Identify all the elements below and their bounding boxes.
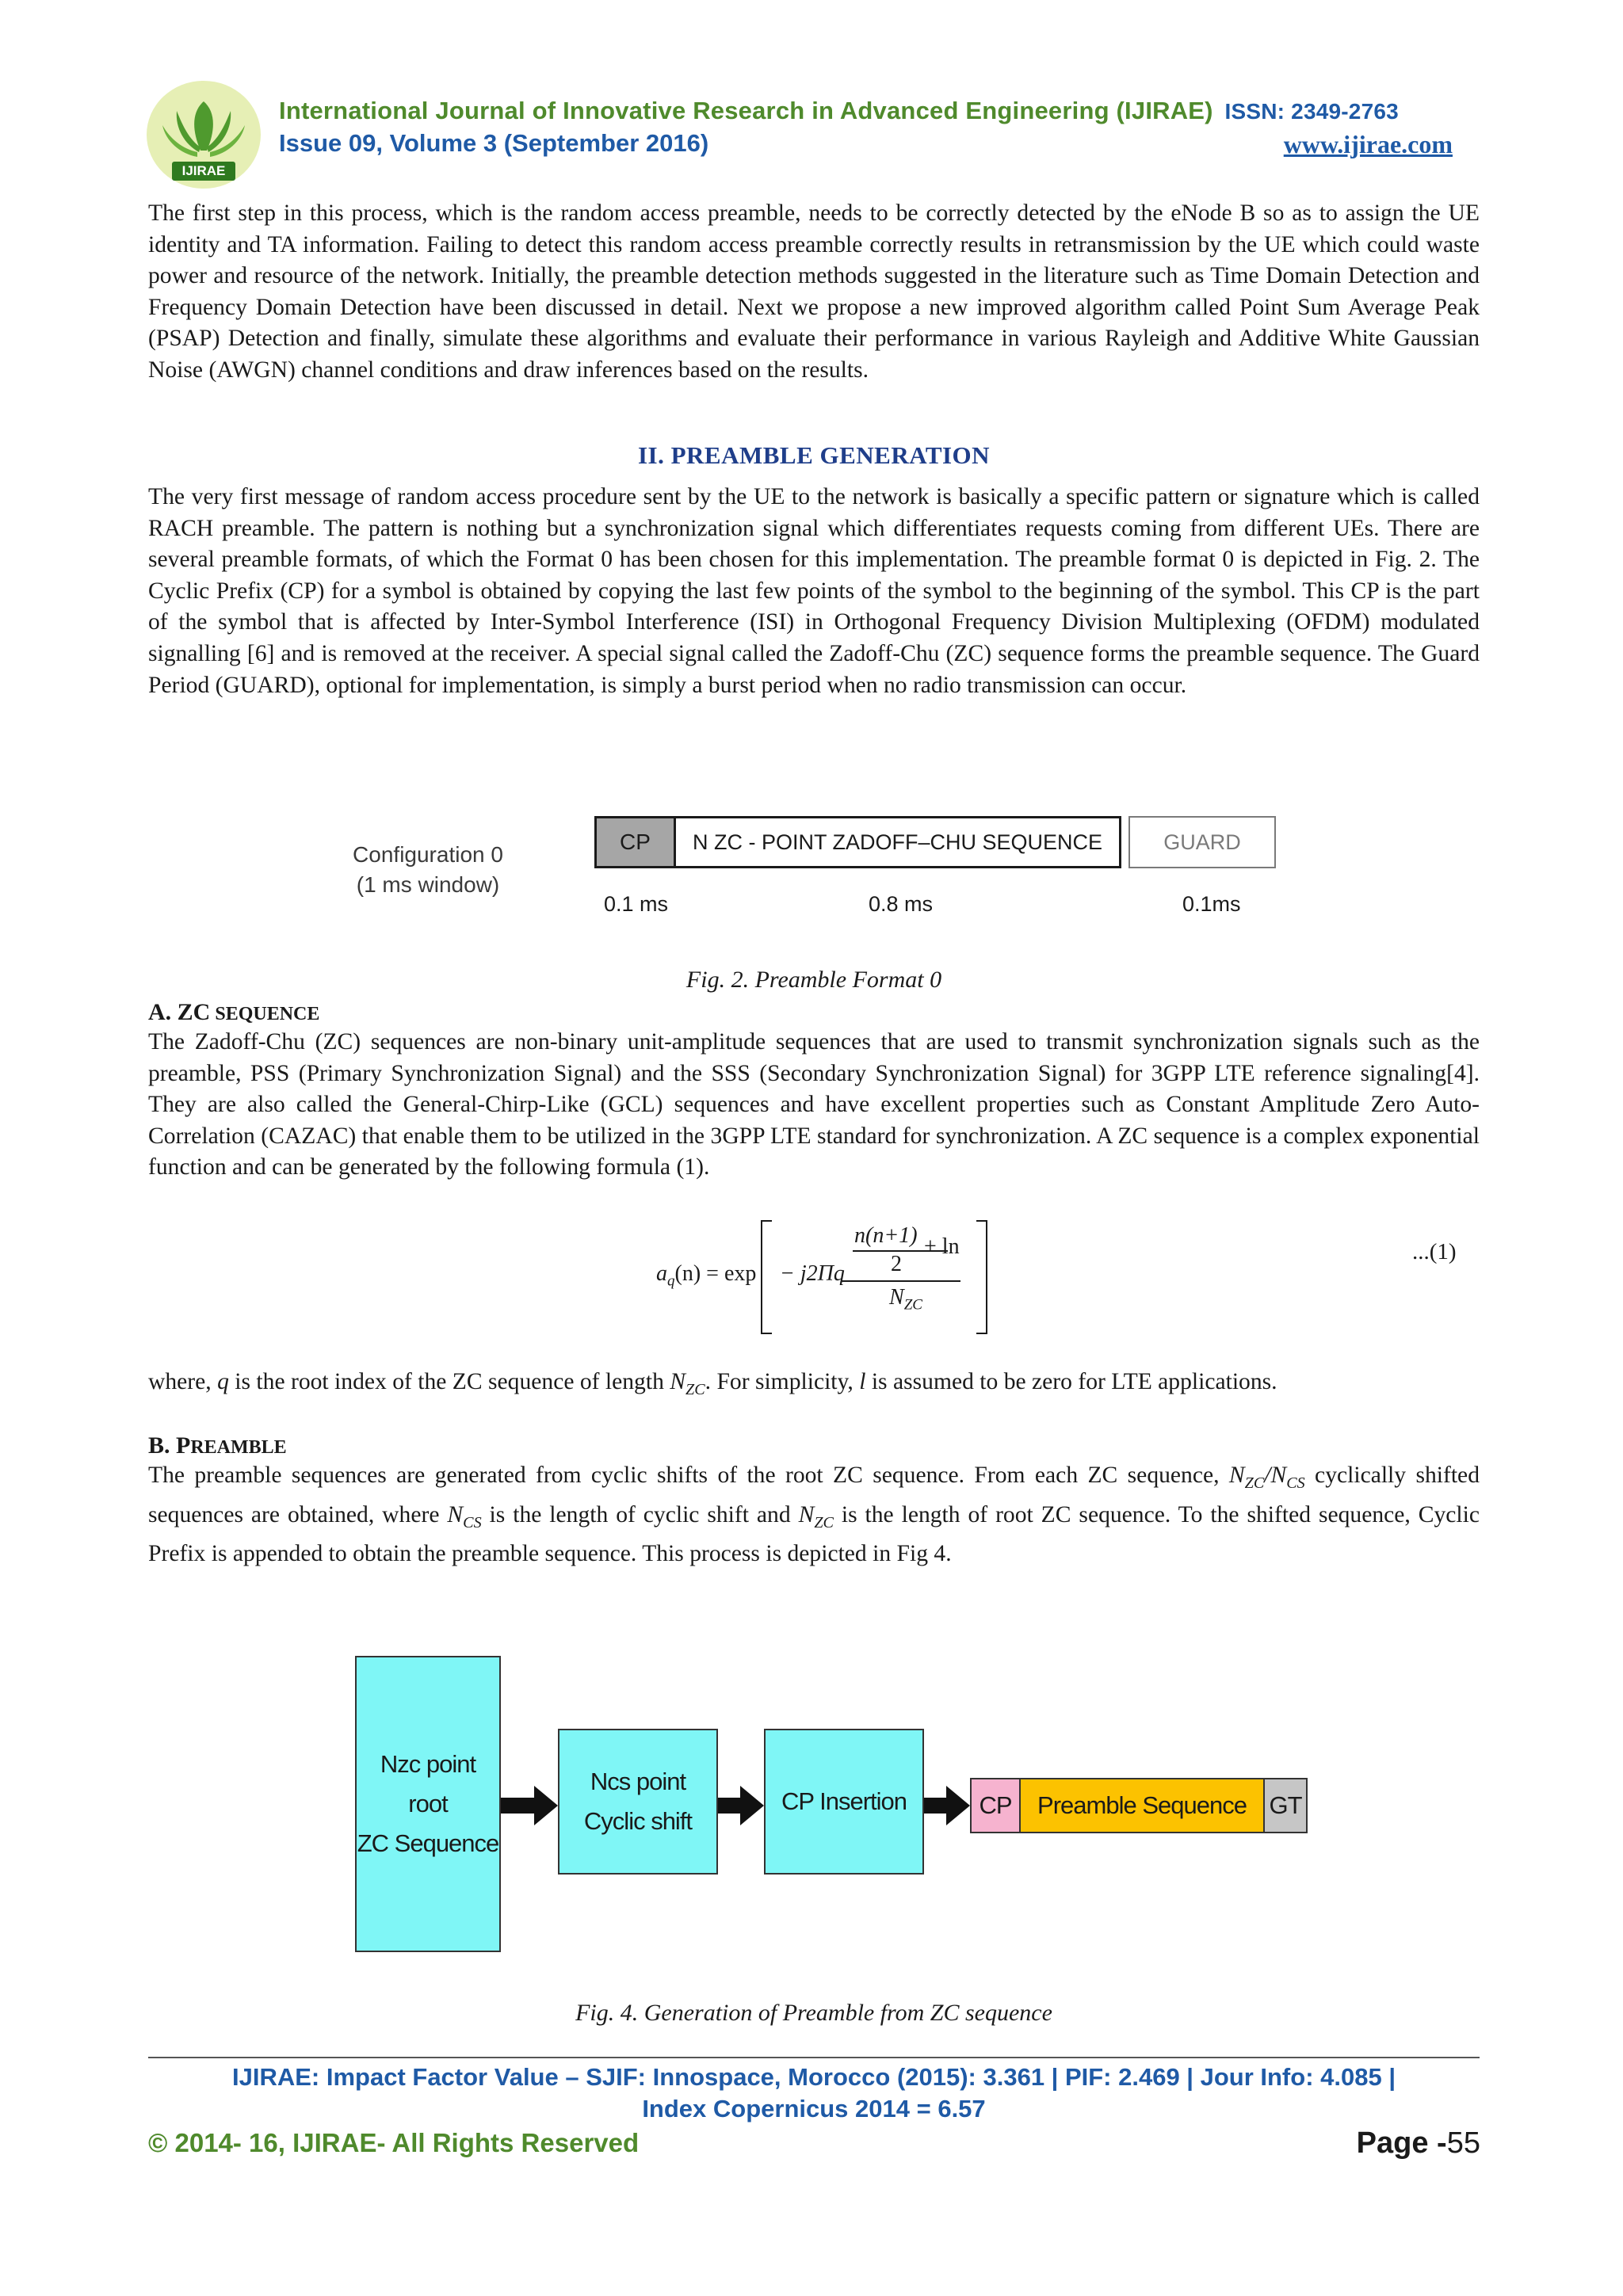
output-cp xyxy=(972,1779,1021,1832)
time-cp: 0.1 ms xyxy=(604,892,669,916)
equation-lhs xyxy=(656,1261,756,1291)
where-1: where, xyxy=(148,1369,218,1394)
subsection-b-heading xyxy=(148,1432,287,1459)
zc-sequence-box xyxy=(355,1656,501,1952)
box1-line3: ZC Sequence xyxy=(357,1829,499,1857)
equation-where-text xyxy=(148,1367,1480,1406)
eq-den-n: N xyxy=(889,1285,904,1310)
time-guard: 0.1ms xyxy=(1182,892,1241,916)
output-cp-label: CP xyxy=(979,1791,1012,1819)
box2-line1: Ncs point xyxy=(590,1768,686,1795)
eq-right-bracket xyxy=(976,1220,987,1334)
subsection-b-letter: B. P xyxy=(148,1432,191,1459)
where-3: . For simplicity, xyxy=(705,1369,860,1394)
journal-name: International Journal of Innovative Research in Advanced Engineering (IJIRAE) xyxy=(279,97,1213,124)
eq-denominator xyxy=(889,1285,922,1314)
guard-label: GUARD xyxy=(1163,830,1241,854)
footer-rule xyxy=(148,2057,1480,2058)
b-ncs: N xyxy=(447,1501,464,1527)
subsection-a-paragraph: The Zadoff-Chu (ZC) sequences are non-binary unit-amplitude sequences that are used to transmit synchronization signals such as the preamble, PSS (Primary Synchronization Signal) and the SSS (Secondary Synchronization Signal) for 3GPP LTE reference signaling[4]. They are also called the General-Chirp-Like (GCL) sequences and have excellent properties such as Constant Amplitude Zero Auto-Correlation (CAZAC) that enable them to be utilized in the 3GPP LTE standard for synchronization. A ZC sequence is a complex exponential function and can be generated by the following formula (1). xyxy=(148,1029,1480,1180)
where-q: q xyxy=(217,1369,229,1394)
subsection-b-title: REAMBLE xyxy=(190,1437,287,1458)
journal-logo xyxy=(145,79,262,190)
box2-line2: Cyclic shift xyxy=(583,1807,693,1835)
subsection-a-title: SEQUENCE xyxy=(210,1004,320,1024)
where-l: l xyxy=(859,1369,866,1394)
fig2-caption: Fig. 2. Preamble Format 0 xyxy=(685,967,942,993)
intro-paragraph: The first step in this process, which is the random access preamble, needs to be correctly detected by the eNode B so as to assign the UE identity and TA information. Failing to detect this random access preamble correctly results in retransmission by the UE which could waste power and resource of the network. Initially, the preamble detection methods suggested in the literature such as Time Domain Detection and Frequency Domain Detection have been discussed in detail. Next we propose a new improved algorithm called Point Sum Average Peak (PSAP) Detection and finally, simulate these algorithms and evaluate their performance in various Rayleigh and Additive White Gaussian Noise (AWGN) channel conditions and draw inferences based on the results. xyxy=(148,200,1480,383)
journal-url-link[interactable]: www.ijirae.com xyxy=(1283,130,1453,158)
footer-impact xyxy=(148,2061,1480,2125)
output-gt xyxy=(1265,1779,1306,1832)
eq-a-sub: q xyxy=(667,1272,675,1290)
equation-1 xyxy=(650,1212,991,1339)
eq-numerator-two: 2 xyxy=(891,1252,902,1276)
eq-minus-term: − j2Πq xyxy=(780,1261,845,1286)
config-line-1: Configuration 0 xyxy=(353,842,503,867)
time-zc: 0.8 ms xyxy=(869,892,934,916)
page-number xyxy=(1357,2126,1480,2161)
subsection-a-heading xyxy=(148,999,319,1026)
issue-info: Issue 09, Volume 3 (September 2016) xyxy=(279,129,709,157)
subsection-a-letter: A. ZC xyxy=(148,999,211,1025)
b-nzc2: N xyxy=(798,1501,815,1527)
fig4-caption: Fig. 4. Generation of Preamble from ZC sequence xyxy=(575,2000,1052,2026)
eq-lhs-arg: (n) = exp xyxy=(674,1261,757,1286)
b-p3: is the length of cyclic shift and xyxy=(481,1501,799,1527)
b-cs-sub2: CS xyxy=(463,1513,482,1531)
section2-paragraph: The very first message of random access procedure sent by the UE to the network is basically a specific pattern or signature which is called RACH preamble. The pattern is nothing but a synchronization signal which differentiates requests coming from different UEs. There are several preamble formats, of which the Format 0 has been chosen for this implementation. The preamble format 0 is depicted in Fig. 2. The Cyclic Prefix (CP) for a symbol is obtained by copying the last few points of the symbol to the beginning of the symbol. This CP is the part of the symbol that is affected by Inter-Symbol Interference (ISI) in Orthogonal Frequency Division Multiplexing (OFDM) modulated signalling [6] and is removed at the receiver. A special signal called the Zadoff-Chu (ZC) sequence forms the preamble sequence. The Guard Period (GUARD), optional for implementation, is simply a burst period when no radio transmission can occur. xyxy=(148,484,1480,698)
zc-label: N ZC - POINT ZADOFF–CHU SEQUENCE xyxy=(692,830,1103,854)
cp-insertion-box xyxy=(764,1729,924,1875)
eq-numerator-top: n(n+1) xyxy=(854,1223,918,1248)
b-cs-sub: CS xyxy=(1286,1474,1305,1492)
eq-left-bracket xyxy=(761,1220,772,1334)
box1-line1: Nzc point xyxy=(380,1750,476,1778)
where-2: is the root index of the ZC sequence of length xyxy=(228,1369,670,1394)
page-num: 55 xyxy=(1446,2126,1480,2160)
b-slash-n: /N xyxy=(1264,1463,1287,1488)
journal-title xyxy=(279,97,1399,125)
output-gt-label: GT xyxy=(1269,1791,1302,1819)
output-preamble-sequence xyxy=(1021,1779,1265,1832)
b-zc-sub2: ZC xyxy=(814,1513,834,1531)
arrow-1 xyxy=(501,1786,558,1825)
eq-den-sub: ZC xyxy=(903,1296,922,1314)
page-label: Page - xyxy=(1356,2126,1447,2160)
where-4: is assumed to be zero for LTE applications. xyxy=(865,1369,1277,1394)
b-nzc: N xyxy=(1228,1463,1245,1488)
box3-label: CP Insertion xyxy=(781,1787,907,1815)
issn: ISSN: 2349-2763 xyxy=(1224,99,1399,124)
output-seq-label: Preamble Sequence xyxy=(1037,1791,1247,1819)
guard-block xyxy=(1128,816,1276,868)
figure-2 xyxy=(333,808,1308,935)
eq-plus-ln: + ln xyxy=(924,1234,960,1259)
where-sub: ZC xyxy=(685,1380,705,1398)
figure-4 xyxy=(355,1656,1314,1957)
preamble-output xyxy=(970,1778,1308,1833)
b-p4: is the length of root ZC sequence. To the shifted sequence, Cyclic Prefix is appended to obtain the preamble sequence. This process is depicted in Fig 4. xyxy=(148,1501,1480,1566)
zc-sequence-block xyxy=(674,816,1121,868)
impact-line-1: IJIRAE: Impact Factor Value – SJIF: Innospace, Morocco (2015): 3.361 | PIF: 2.469 | Jour Info: 4.085 | xyxy=(232,2063,1396,2091)
config-label xyxy=(333,840,523,900)
logo-text: IJIRAE xyxy=(181,163,226,178)
impact-line-2: Index Copernicus 2014 = 6.57 xyxy=(642,2095,986,2122)
footer-copyright: © 2014- 16, IJIRAE- All Rights Reserved xyxy=(148,2128,640,2157)
b-zc-sub: ZC xyxy=(1244,1474,1265,1492)
config-line-2: (1 ms window) xyxy=(356,872,500,897)
section-heading: II. PREAMBLE GENERATION xyxy=(637,441,991,469)
arrow-2 xyxy=(718,1786,764,1825)
b-p2: cyclically shifted sequences are obtained, where xyxy=(148,1463,1480,1527)
eq-a: a xyxy=(656,1261,667,1286)
cp-block xyxy=(594,816,674,868)
cp-label: CP xyxy=(620,830,651,854)
cyclic-shift-box xyxy=(558,1729,718,1875)
eq-main-fraction-line xyxy=(842,1280,960,1282)
b-p1: The preamble sequences are generated from cyclic shifts of the root ZC sequence. From each ZC sequence, xyxy=(148,1463,1229,1488)
where-n: N xyxy=(670,1369,686,1394)
subsection-b-paragraph xyxy=(148,1460,1480,1570)
box1-line2: root xyxy=(408,1790,448,1817)
equation-number: ...(1) xyxy=(1412,1239,1457,1264)
arrow-3 xyxy=(924,1786,970,1825)
